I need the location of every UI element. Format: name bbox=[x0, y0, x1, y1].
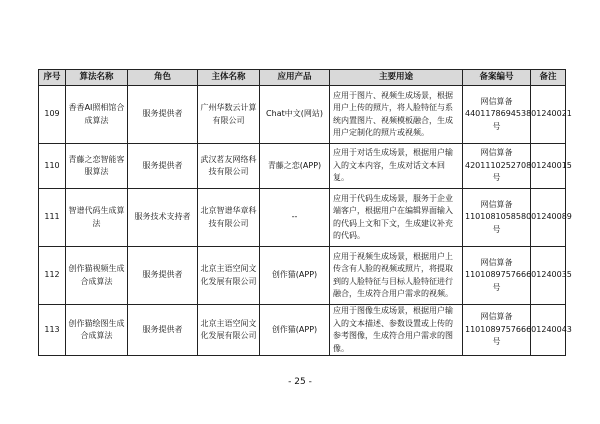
cell-main-usage: 应用于图像生成场景，根据用户输入的文本描述、参数设置或上传的参考图像，生成符合用户需求的图像。 bbox=[330, 305, 463, 356]
table-header-row bbox=[39, 70, 566, 86]
cell-main-usage: 应用于图片、视频生成场景，根据用户上传的照片，将人脸特征与系统内置图片、视频模板融合，生成用户定制化的照片或视频。 bbox=[330, 86, 463, 144]
header-role: 角色 bbox=[128, 70, 198, 86]
cell-algorithm-name: 创作猫视频生成合成算法 bbox=[66, 247, 128, 305]
cell-product: -- bbox=[260, 189, 330, 247]
header-algorithm-name: 算法名称 bbox=[66, 70, 128, 86]
cell-filing-number: 网信算备420111025270801240015号 bbox=[463, 144, 531, 189]
cell-product: 青藤之恋(APP) bbox=[260, 144, 330, 189]
cell-main-usage: 应用于视频生成场景，根据用户上传含有人脸的视频或照片，将提取到的人脸特征与目标人脸特征进行融合，生成符合用户需求的视频。 bbox=[330, 247, 463, 305]
cell-main-usage: 应用于对话生成场景，根据用户输入的文本内容，生成对话文本回复。 bbox=[330, 144, 463, 189]
table-row bbox=[39, 247, 566, 305]
header-product: 应用产品 bbox=[260, 70, 330, 86]
cell-main-usage: 应用于代码生成场景，服务于企业端客户，根据用户在编辑界面输入的代码上文和下文，生成建议补充的代码。 bbox=[330, 189, 463, 247]
cell-algorithm-name: 创作猫绘图生成合成算法 bbox=[66, 305, 128, 356]
cell-algorithm-name: 香香AI照相馆合成算法 bbox=[66, 86, 128, 144]
cell-algorithm-name: 智谱代码生成算法 bbox=[66, 189, 128, 247]
header-main-usage: 主要用途 bbox=[330, 70, 463, 86]
cell-serial: 111 bbox=[39, 189, 66, 247]
cell-product: 创作猫(APP) bbox=[260, 305, 330, 356]
cell-role: 服务提供者 bbox=[128, 247, 198, 305]
header-filing-number: 备案编号 bbox=[463, 70, 531, 86]
header-entity-name: 主体名称 bbox=[198, 70, 260, 86]
cell-entity-name: 武汉茗友网络科技有限公司 bbox=[198, 144, 260, 189]
cell-entity-name: 北京主语空间文化发展有限公司 bbox=[198, 305, 260, 356]
algorithm-filing-table bbox=[38, 69, 572, 356]
cell-entity-name: 广州华数云计算有限公司 bbox=[198, 86, 260, 144]
cell-role: 服务技术支持者 bbox=[128, 189, 198, 247]
cell-role: 服务提供者 bbox=[128, 144, 198, 189]
table-row bbox=[39, 144, 566, 189]
cell-serial: 109 bbox=[39, 86, 66, 144]
table-row bbox=[39, 189, 566, 247]
page-number: - 25 - bbox=[288, 377, 312, 387]
table-row bbox=[39, 305, 566, 356]
cell-product: 创作猫(APP) bbox=[260, 247, 330, 305]
table-row bbox=[39, 86, 566, 144]
cell-filing-number: 网信算备440117869453801240021号 bbox=[463, 86, 531, 144]
cell-serial: 113 bbox=[39, 305, 66, 356]
cell-entity-name: 北京主语空间文化发展有限公司 bbox=[198, 247, 260, 305]
cell-filing-number: 网信算备110108105858001240089号 bbox=[463, 189, 531, 247]
cell-filing-number: 网信算备110108975766601240035号 bbox=[463, 247, 531, 305]
cell-serial: 112 bbox=[39, 247, 66, 305]
cell-serial: 110 bbox=[39, 144, 66, 189]
header-remark: 备注 bbox=[531, 70, 566, 86]
cell-role: 服务提供者 bbox=[128, 305, 198, 356]
cell-filing-number: 网信算备110108975766601240043号 bbox=[463, 305, 531, 356]
cell-entity-name: 北京智谱华章科技有限公司 bbox=[198, 189, 260, 247]
header-serial: 序号 bbox=[39, 70, 66, 86]
cell-algorithm-name: 青藤之恋智能客服算法 bbox=[66, 144, 128, 189]
cell-role: 服务提供者 bbox=[128, 86, 198, 144]
cell-product: Chat中文(网站) bbox=[260, 86, 330, 144]
